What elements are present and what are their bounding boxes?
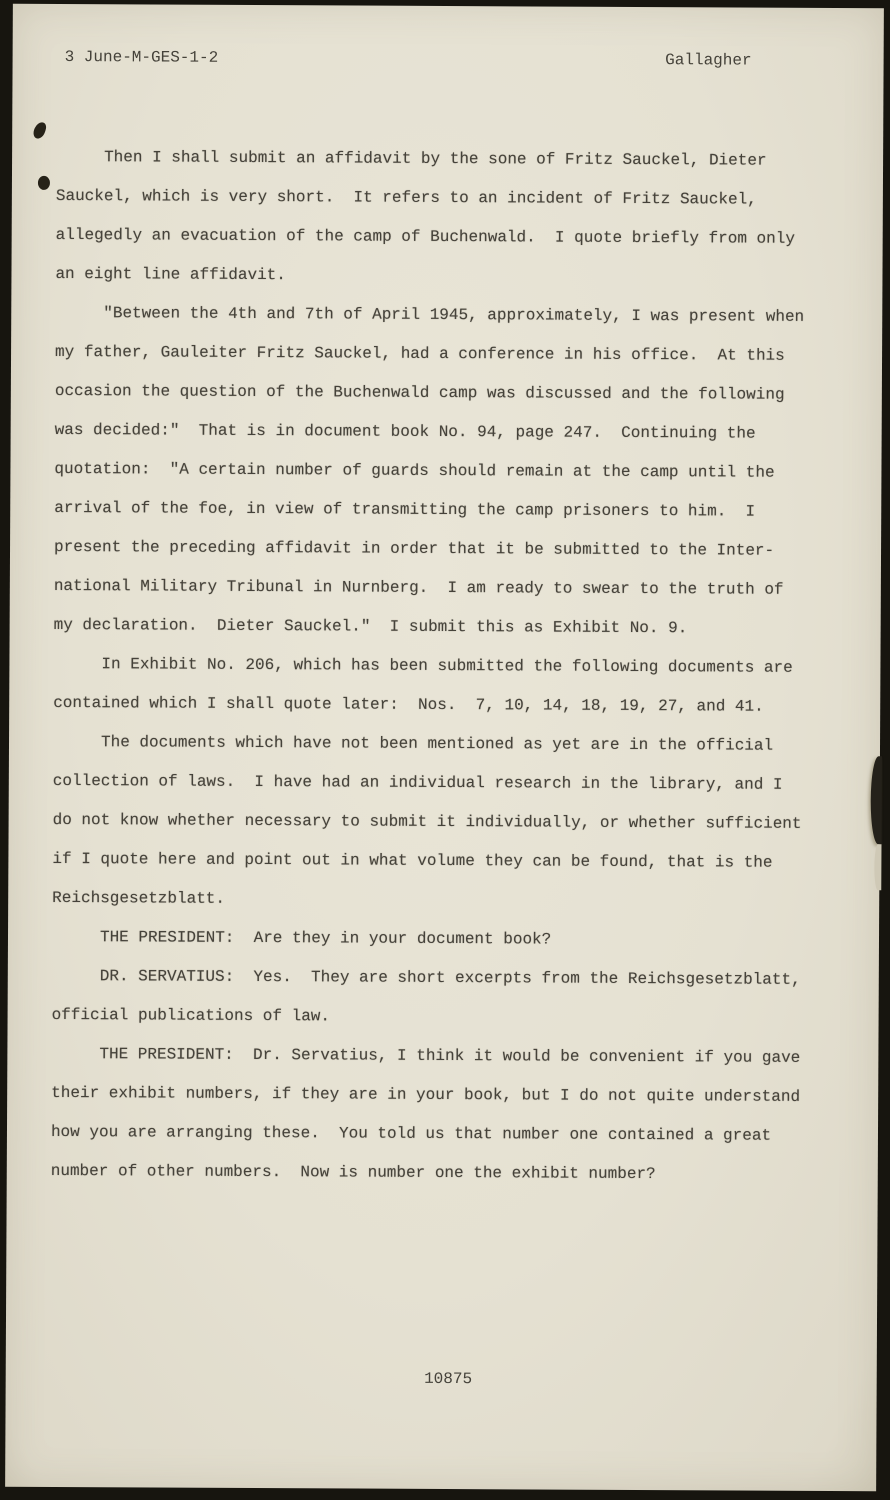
text-line: national Military Tribunal in Nurnberg. I am ready to swear to the truth of [53, 576, 784, 599]
text-line: was decided:" That is in document book No. 94, page 247. Continuing the [54, 420, 756, 443]
text-line: THE PRESIDENT: Dr. Servatius, I think it would be convenient if you gave [99, 1045, 801, 1067]
text-line: contained which I shall quote later: Nos. 7, 10, 14, 18, 19, 27, and 41. [53, 693, 764, 716]
text-line: official publications of law. [51, 1005, 331, 1026]
text-line: Sauckel, which is very short. It refers to an incident of Fritz Sauckel, [55, 186, 757, 209]
text-line: Reichsgesetzblatt. [52, 888, 226, 908]
torn-edge-notch [870, 756, 881, 844]
paper-edge-crease [874, 844, 881, 890]
text-line: my father, Gauleiter Fritz Sauckel, had a conference in his office. At this [55, 342, 785, 365]
text-line: an eight line affidavit. [55, 264, 286, 285]
text-line: occasion the question of the Buchenwald camp was discussed and the following [54, 381, 785, 404]
text-line: my declaration. Dieter Sauckel." I submit this as Exhibit No. 9. [53, 615, 688, 638]
text-line: quotation: "A certain number of guards should remain at the camp until the [54, 459, 775, 482]
header-docket-number: 3 June-M-GES-1-2 [64, 48, 219, 67]
text-line: THE PRESIDENT: Are they in your document book? [99, 928, 552, 949]
page-number: 10875 [424, 1369, 473, 1389]
text-line: In Exhibit No. 206, which has been submitted the following documents are [101, 655, 793, 677]
page-footer [6, 1341, 877, 1418]
text-line: The documents which have not been mentioned as yet are in the official [100, 733, 774, 755]
text-line: their exhibit numbers, if they are in your book, but I do not quite understand [51, 1083, 801, 1106]
text-line: number of other numbers. Now is number one the exhibit number? [50, 1161, 656, 1184]
text-line: do not know whether necessary to submit it individually, or whether sufficient [52, 810, 802, 833]
text-line: arrival of the foe, in view of transmitting the camp prisoners to him. I [54, 498, 756, 521]
text-line: allegedly an evacuation of the camp of Buchenwald. I quote briefly from only [55, 225, 796, 248]
header-reporter-name: Gallagher [665, 51, 752, 70]
text-line: collection of laws. I have had an individual research in the library, and I [52, 771, 783, 794]
text-line: present the preceding affidavit in order that it be submitted to the Inter- [53, 537, 775, 560]
document-lines [7, 138, 884, 1196]
text-line: how you are arranging these. You told us that number one contained a great [50, 1122, 772, 1145]
ink-mark [38, 176, 50, 190]
text-line: if I quote here and point out in what volume they can be found, that is the [52, 849, 773, 872]
text-line: Then I shall submit an affidavit by the sone of Fritz Sauckel, Dieter [104, 148, 767, 170]
text-line: DR. SERVATIUS: Yes. They are short excerpts from the Reichsgesetzblatt, [99, 967, 801, 989]
page-header [13, 4, 884, 73]
document-page [5, 4, 884, 1492]
text-line: "Between the 4th and 7th of April 1945, approximately, I was present when [103, 304, 805, 326]
